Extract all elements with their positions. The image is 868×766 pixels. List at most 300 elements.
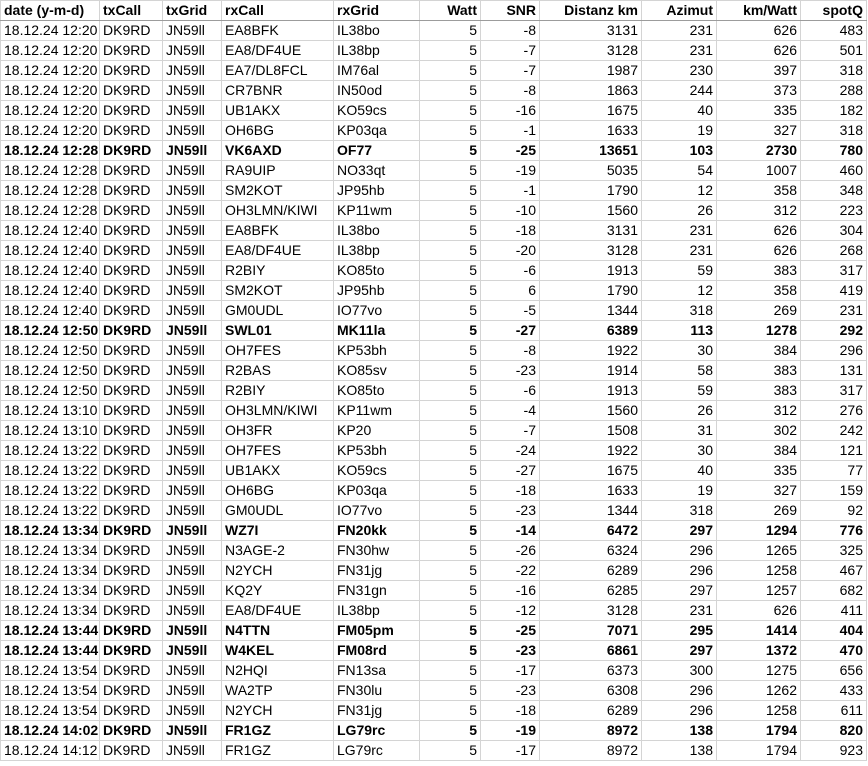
cell-txcall[interactable]: DK9RD xyxy=(100,61,163,81)
cell-watt[interactable]: 5 xyxy=(420,41,481,61)
cell-txcall[interactable]: DK9RD xyxy=(100,481,163,501)
cell-spotq[interactable]: 780 xyxy=(801,141,867,161)
cell-km-per-watt[interactable]: 312 xyxy=(717,201,801,221)
header-rxcall[interactable]: rxCall xyxy=(222,1,334,21)
cell-rxgrid[interactable]: FN30lu xyxy=(334,681,420,701)
cell-rxgrid[interactable]: KP11wm xyxy=(334,201,420,221)
cell-txgrid[interactable]: JN59ll xyxy=(163,421,222,441)
cell-azimuth[interactable]: 230 xyxy=(642,61,717,81)
cell-rxgrid[interactable]: IL38bp xyxy=(334,601,420,621)
cell-spotq[interactable]: 288 xyxy=(801,81,867,101)
cell-distance[interactable]: 7071 xyxy=(540,621,642,641)
cell-txgrid[interactable]: JN59ll xyxy=(163,381,222,401)
cell-watt[interactable]: 5 xyxy=(420,201,481,221)
cell-spotq[interactable]: 318 xyxy=(801,121,867,141)
cell-rxgrid[interactable]: FN31jg xyxy=(334,561,420,581)
cell-distance[interactable]: 8972 xyxy=(540,741,642,761)
cell-rxcall[interactable]: EA8/DF4UE xyxy=(222,601,334,621)
cell-watt[interactable]: 5 xyxy=(420,481,481,501)
cell-azimuth[interactable]: 54 xyxy=(642,161,717,181)
cell-txgrid[interactable]: JN59ll xyxy=(163,601,222,621)
cell-txgrid[interactable]: JN59ll xyxy=(163,81,222,101)
cell-txgrid[interactable]: JN59ll xyxy=(163,321,222,341)
cell-spotq[interactable]: 682 xyxy=(801,581,867,601)
cell-txgrid[interactable]: JN59ll xyxy=(163,681,222,701)
cell-distance[interactable]: 8972 xyxy=(540,721,642,741)
cell-rxgrid[interactable]: IM76al xyxy=(334,61,420,81)
cell-km-per-watt[interactable]: 626 xyxy=(717,601,801,621)
cell-spotq[interactable]: 92 xyxy=(801,501,867,521)
cell-km-per-watt[interactable]: 312 xyxy=(717,401,801,421)
cell-azimuth[interactable]: 231 xyxy=(642,21,717,41)
cell-txgrid[interactable]: JN59ll xyxy=(163,261,222,281)
cell-rxgrid[interactable]: KP03qa xyxy=(334,481,420,501)
cell-txcall[interactable]: DK9RD xyxy=(100,501,163,521)
cell-snr[interactable]: -24 xyxy=(481,441,540,461)
cell-txcall[interactable]: DK9RD xyxy=(100,221,163,241)
cell-km-per-watt[interactable]: 327 xyxy=(717,481,801,501)
cell-azimuth[interactable]: 295 xyxy=(642,621,717,641)
cell-km-per-watt[interactable]: 626 xyxy=(717,41,801,61)
cell-spotq[interactable]: 268 xyxy=(801,241,867,261)
cell-distance[interactable]: 13651 xyxy=(540,141,642,161)
header-rxgrid[interactable]: rxGrid xyxy=(334,1,420,21)
cell-date[interactable]: 18.12.24 12:40 xyxy=(1,241,100,261)
cell-txgrid[interactable]: JN59ll xyxy=(163,401,222,421)
cell-txcall[interactable]: DK9RD xyxy=(100,401,163,421)
cell-km-per-watt[interactable]: 1265 xyxy=(717,541,801,561)
cell-txgrid[interactable]: JN59ll xyxy=(163,101,222,121)
cell-snr[interactable]: -19 xyxy=(481,161,540,181)
cell-rxcall[interactable]: RA9UIP xyxy=(222,161,334,181)
cell-km-per-watt[interactable]: 358 xyxy=(717,281,801,301)
cell-watt[interactable]: 5 xyxy=(420,461,481,481)
cell-distance[interactable]: 6472 xyxy=(540,521,642,541)
cell-snr[interactable]: -19 xyxy=(481,721,540,741)
cell-txgrid[interactable]: JN59ll xyxy=(163,161,222,181)
cell-km-per-watt[interactable]: 269 xyxy=(717,501,801,521)
cell-txgrid[interactable]: JN59ll xyxy=(163,461,222,481)
cell-azimuth[interactable]: 138 xyxy=(642,741,717,761)
cell-rxcall[interactable]: SWL01 xyxy=(222,321,334,341)
cell-azimuth[interactable]: 231 xyxy=(642,221,717,241)
cell-km-per-watt[interactable]: 335 xyxy=(717,461,801,481)
cell-rxgrid[interactable]: KO85to xyxy=(334,381,420,401)
cell-txgrid[interactable]: JN59ll xyxy=(163,661,222,681)
cell-spotq[interactable]: 460 xyxy=(801,161,867,181)
cell-txgrid[interactable]: JN59ll xyxy=(163,441,222,461)
cell-watt[interactable]: 5 xyxy=(420,161,481,181)
cell-rxcall[interactable]: UB1AKX xyxy=(222,461,334,481)
cell-rxgrid[interactable]: IN50od xyxy=(334,81,420,101)
cell-snr[interactable]: -1 xyxy=(481,181,540,201)
cell-distance[interactable]: 5035 xyxy=(540,161,642,181)
cell-txcall[interactable]: DK9RD xyxy=(100,321,163,341)
cell-watt[interactable]: 5 xyxy=(420,101,481,121)
cell-rxgrid[interactable]: KO59cs xyxy=(334,101,420,121)
cell-txcall[interactable]: DK9RD xyxy=(100,121,163,141)
cell-km-per-watt[interactable]: 1258 xyxy=(717,701,801,721)
cell-rxcall[interactable]: WZ7I xyxy=(222,521,334,541)
cell-azimuth[interactable]: 40 xyxy=(642,101,717,121)
cell-azimuth[interactable]: 30 xyxy=(642,341,717,361)
cell-snr[interactable]: -25 xyxy=(481,141,540,161)
cell-snr[interactable]: -16 xyxy=(481,581,540,601)
cell-txcall[interactable]: DK9RD xyxy=(100,561,163,581)
cell-distance[interactable]: 1863 xyxy=(540,81,642,101)
cell-spotq[interactable]: 223 xyxy=(801,201,867,221)
cell-date[interactable]: 18.12.24 12:28 xyxy=(1,181,100,201)
cell-txcall[interactable]: DK9RD xyxy=(100,541,163,561)
cell-watt[interactable]: 5 xyxy=(420,741,481,761)
cell-azimuth[interactable]: 244 xyxy=(642,81,717,101)
cell-date[interactable]: 18.12.24 13:34 xyxy=(1,541,100,561)
cell-date[interactable]: 18.12.24 13:44 xyxy=(1,621,100,641)
cell-rxcall[interactable]: R2BIY xyxy=(222,261,334,281)
cell-txcall[interactable]: DK9RD xyxy=(100,361,163,381)
cell-distance[interactable]: 1560 xyxy=(540,201,642,221)
cell-distance[interactable]: 3131 xyxy=(540,221,642,241)
cell-azimuth[interactable]: 12 xyxy=(642,281,717,301)
cell-km-per-watt[interactable]: 358 xyxy=(717,181,801,201)
cell-distance[interactable]: 6324 xyxy=(540,541,642,561)
cell-distance[interactable]: 6289 xyxy=(540,701,642,721)
cell-txcall[interactable]: DK9RD xyxy=(100,701,163,721)
cell-rxcall[interactable]: EA8BFK xyxy=(222,221,334,241)
cell-distance[interactable]: 6285 xyxy=(540,581,642,601)
cell-azimuth[interactable]: 103 xyxy=(642,141,717,161)
cell-azimuth[interactable]: 12 xyxy=(642,181,717,201)
cell-watt[interactable]: 5 xyxy=(420,501,481,521)
cell-date[interactable]: 18.12.24 12:28 xyxy=(1,141,100,161)
cell-date[interactable]: 18.12.24 13:54 xyxy=(1,661,100,681)
cell-txcall[interactable]: DK9RD xyxy=(100,161,163,181)
cell-rxcall[interactable]: UB1AKX xyxy=(222,101,334,121)
cell-date[interactable]: 18.12.24 12:50 xyxy=(1,361,100,381)
cell-date[interactable]: 18.12.24 12:20 xyxy=(1,101,100,121)
cell-rxgrid[interactable]: JP95hb xyxy=(334,281,420,301)
cell-snr[interactable]: -6 xyxy=(481,261,540,281)
cell-watt[interactable]: 5 xyxy=(420,441,481,461)
cell-distance[interactable]: 1922 xyxy=(540,341,642,361)
cell-txgrid[interactable]: JN59ll xyxy=(163,341,222,361)
cell-rxcall[interactable]: OH3LMN/KIWI xyxy=(222,201,334,221)
cell-date[interactable]: 18.12.24 13:34 xyxy=(1,561,100,581)
cell-rxgrid[interactable]: FM05pm xyxy=(334,621,420,641)
cell-distance[interactable]: 1633 xyxy=(540,121,642,141)
cell-azimuth[interactable]: 297 xyxy=(642,641,717,661)
cell-watt[interactable]: 5 xyxy=(420,341,481,361)
cell-azimuth[interactable]: 19 xyxy=(642,481,717,501)
cell-snr[interactable]: -5 xyxy=(481,301,540,321)
cell-txcall[interactable]: DK9RD xyxy=(100,641,163,661)
cell-rxcall[interactable]: OH7FES xyxy=(222,441,334,461)
cell-azimuth[interactable]: 59 xyxy=(642,261,717,281)
cell-azimuth[interactable]: 296 xyxy=(642,561,717,581)
cell-km-per-watt[interactable]: 397 xyxy=(717,61,801,81)
header-txgrid[interactable]: txGrid xyxy=(163,1,222,21)
cell-km-per-watt[interactable]: 626 xyxy=(717,241,801,261)
cell-date[interactable]: 18.12.24 12:20 xyxy=(1,81,100,101)
cell-spotq[interactable]: 131 xyxy=(801,361,867,381)
cell-distance[interactable]: 6289 xyxy=(540,561,642,581)
cell-spotq[interactable]: 419 xyxy=(801,281,867,301)
cell-rxcall[interactable]: OH7FES xyxy=(222,341,334,361)
cell-watt[interactable]: 5 xyxy=(420,661,481,681)
cell-rxgrid[interactable]: IL38bo xyxy=(334,21,420,41)
cell-snr[interactable]: -26 xyxy=(481,541,540,561)
cell-watt[interactable]: 5 xyxy=(420,521,481,541)
header-azimuth[interactable]: Azimut xyxy=(642,1,717,21)
cell-snr[interactable]: -7 xyxy=(481,421,540,441)
cell-rxcall[interactable]: EA8BFK xyxy=(222,21,334,41)
cell-spotq[interactable]: 470 xyxy=(801,641,867,661)
cell-date[interactable]: 18.12.24 13:34 xyxy=(1,521,100,541)
cell-snr[interactable]: -8 xyxy=(481,21,540,41)
cell-date[interactable]: 18.12.24 12:20 xyxy=(1,21,100,41)
cell-rxgrid[interactable]: IL38bo xyxy=(334,221,420,241)
cell-snr[interactable]: -17 xyxy=(481,741,540,761)
cell-distance[interactable]: 3128 xyxy=(540,601,642,621)
cell-date[interactable]: 18.12.24 12:40 xyxy=(1,301,100,321)
cell-txgrid[interactable]: JN59ll xyxy=(163,521,222,541)
cell-watt[interactable]: 5 xyxy=(420,301,481,321)
cell-distance[interactable]: 1675 xyxy=(540,101,642,121)
cell-date[interactable]: 18.12.24 14:12 xyxy=(1,741,100,761)
cell-rxgrid[interactable]: FN20kk xyxy=(334,521,420,541)
cell-distance[interactable]: 1675 xyxy=(540,461,642,481)
cell-km-per-watt[interactable]: 384 xyxy=(717,341,801,361)
cell-distance[interactable]: 6389 xyxy=(540,321,642,341)
cell-spotq[interactable]: 348 xyxy=(801,181,867,201)
cell-snr[interactable]: -22 xyxy=(481,561,540,581)
cell-txgrid[interactable]: JN59ll xyxy=(163,141,222,161)
cell-txcall[interactable]: DK9RD xyxy=(100,101,163,121)
cell-km-per-watt[interactable]: 1257 xyxy=(717,581,801,601)
cell-txcall[interactable]: DK9RD xyxy=(100,661,163,681)
cell-txcall[interactable]: DK9RD xyxy=(100,621,163,641)
cell-snr[interactable]: -1 xyxy=(481,121,540,141)
cell-watt[interactable]: 5 xyxy=(420,81,481,101)
cell-txcall[interactable]: DK9RD xyxy=(100,681,163,701)
cell-km-per-watt[interactable]: 1275 xyxy=(717,661,801,681)
cell-date[interactable]: 18.12.24 12:50 xyxy=(1,321,100,341)
header-km-per-watt[interactable]: km/Watt xyxy=(717,1,801,21)
cell-snr[interactable]: -6 xyxy=(481,381,540,401)
cell-txgrid[interactable]: JN59ll xyxy=(163,581,222,601)
cell-rxcall[interactable]: N2YCH xyxy=(222,701,334,721)
cell-km-per-watt[interactable]: 1262 xyxy=(717,681,801,701)
cell-distance[interactable]: 1922 xyxy=(540,441,642,461)
cell-km-per-watt[interactable]: 1278 xyxy=(717,321,801,341)
cell-distance[interactable]: 1508 xyxy=(540,421,642,441)
cell-spotq[interactable]: 501 xyxy=(801,41,867,61)
cell-snr[interactable]: -18 xyxy=(481,701,540,721)
cell-txcall[interactable]: DK9RD xyxy=(100,441,163,461)
cell-txcall[interactable]: DK9RD xyxy=(100,581,163,601)
cell-rxgrid[interactable]: IO77vo xyxy=(334,501,420,521)
cell-date[interactable]: 18.12.24 13:22 xyxy=(1,441,100,461)
cell-txgrid[interactable]: JN59ll xyxy=(163,541,222,561)
cell-rxgrid[interactable]: IO77vo xyxy=(334,301,420,321)
cell-txgrid[interactable]: JN59ll xyxy=(163,21,222,41)
cell-km-per-watt[interactable]: 1794 xyxy=(717,741,801,761)
cell-txcall[interactable]: DK9RD xyxy=(100,381,163,401)
cell-watt[interactable]: 5 xyxy=(420,721,481,741)
cell-km-per-watt[interactable]: 302 xyxy=(717,421,801,441)
cell-txcall[interactable]: DK9RD xyxy=(100,181,163,201)
cell-txgrid[interactable]: JN59ll xyxy=(163,721,222,741)
cell-date[interactable]: 18.12.24 12:50 xyxy=(1,381,100,401)
cell-date[interactable]: 18.12.24 12:40 xyxy=(1,281,100,301)
cell-km-per-watt[interactable]: 383 xyxy=(717,381,801,401)
cell-km-per-watt[interactable]: 1414 xyxy=(717,621,801,641)
cell-rxcall[interactable]: VK6AXD xyxy=(222,141,334,161)
cell-spotq[interactable]: 276 xyxy=(801,401,867,421)
cell-rxgrid[interactable]: KP53bh xyxy=(334,341,420,361)
cell-snr[interactable]: -8 xyxy=(481,341,540,361)
cell-watt[interactable]: 5 xyxy=(420,581,481,601)
cell-txgrid[interactable]: JN59ll xyxy=(163,501,222,521)
cell-km-per-watt[interactable]: 383 xyxy=(717,361,801,381)
cell-spotq[interactable]: 317 xyxy=(801,381,867,401)
cell-rxgrid[interactable]: FN31jg xyxy=(334,701,420,721)
cell-snr[interactable]: -16 xyxy=(481,101,540,121)
cell-rxgrid[interactable]: IL38bp xyxy=(334,41,420,61)
cell-watt[interactable]: 5 xyxy=(420,541,481,561)
cell-spotq[interactable]: 304 xyxy=(801,221,867,241)
cell-watt[interactable]: 5 xyxy=(420,261,481,281)
cell-txcall[interactable]: DK9RD xyxy=(100,201,163,221)
cell-azimuth[interactable]: 231 xyxy=(642,241,717,261)
cell-snr[interactable]: -17 xyxy=(481,661,540,681)
cell-km-per-watt[interactable]: 626 xyxy=(717,221,801,241)
cell-snr[interactable]: -23 xyxy=(481,641,540,661)
cell-date[interactable]: 18.12.24 12:28 xyxy=(1,161,100,181)
cell-azimuth[interactable]: 231 xyxy=(642,41,717,61)
cell-watt[interactable]: 5 xyxy=(420,281,481,301)
cell-date[interactable]: 18.12.24 13:10 xyxy=(1,401,100,421)
cell-txgrid[interactable]: JN59ll xyxy=(163,621,222,641)
cell-km-per-watt[interactable]: 1258 xyxy=(717,561,801,581)
cell-watt[interactable]: 5 xyxy=(420,181,481,201)
cell-snr[interactable]: -25 xyxy=(481,621,540,641)
cell-azimuth[interactable]: 318 xyxy=(642,501,717,521)
cell-snr[interactable]: -18 xyxy=(481,221,540,241)
cell-txcall[interactable]: DK9RD xyxy=(100,141,163,161)
cell-azimuth[interactable]: 59 xyxy=(642,381,717,401)
cell-watt[interactable]: 5 xyxy=(420,321,481,341)
cell-txcall[interactable]: DK9RD xyxy=(100,721,163,741)
cell-txcall[interactable]: DK9RD xyxy=(100,81,163,101)
cell-rxgrid[interactable]: NO33qt xyxy=(334,161,420,181)
cell-azimuth[interactable]: 318 xyxy=(642,301,717,321)
cell-km-per-watt[interactable]: 626 xyxy=(717,21,801,41)
cell-txgrid[interactable]: JN59ll xyxy=(163,701,222,721)
cell-spotq[interactable]: 292 xyxy=(801,321,867,341)
cell-rxcall[interactable]: OH6BG xyxy=(222,121,334,141)
cell-rxcall[interactable]: EA7/DL8FCL xyxy=(222,61,334,81)
cell-rxcall[interactable]: W4KEL xyxy=(222,641,334,661)
cell-azimuth[interactable]: 296 xyxy=(642,541,717,561)
cell-watt[interactable]: 5 xyxy=(420,641,481,661)
cell-spotq[interactable]: 296 xyxy=(801,341,867,361)
cell-distance[interactable]: 1790 xyxy=(540,181,642,201)
cell-rxcall[interactable]: N2HQI xyxy=(222,661,334,681)
cell-txgrid[interactable]: JN59ll xyxy=(163,201,222,221)
cell-rxgrid[interactable]: KP20 xyxy=(334,421,420,441)
cell-azimuth[interactable]: 300 xyxy=(642,661,717,681)
cell-azimuth[interactable]: 40 xyxy=(642,461,717,481)
cell-watt[interactable]: 5 xyxy=(420,681,481,701)
cell-distance[interactable]: 1987 xyxy=(540,61,642,81)
cell-distance[interactable]: 3131 xyxy=(540,21,642,41)
cell-azimuth[interactable]: 296 xyxy=(642,681,717,701)
cell-txgrid[interactable]: JN59ll xyxy=(163,641,222,661)
cell-txcall[interactable]: DK9RD xyxy=(100,341,163,361)
cell-watt[interactable]: 5 xyxy=(420,561,481,581)
cell-km-per-watt[interactable]: 1294 xyxy=(717,521,801,541)
cell-date[interactable]: 18.12.24 12:40 xyxy=(1,221,100,241)
cell-rxcall[interactable]: GM0UDL xyxy=(222,501,334,521)
cell-date[interactable]: 18.12.24 13:54 xyxy=(1,681,100,701)
cell-azimuth[interactable]: 31 xyxy=(642,421,717,441)
cell-date[interactable]: 18.12.24 13:34 xyxy=(1,601,100,621)
cell-distance[interactable]: 1913 xyxy=(540,381,642,401)
cell-rxcall[interactable]: SM2KOT xyxy=(222,281,334,301)
header-distance[interactable]: Distanz km xyxy=(540,1,642,21)
cell-distance[interactable]: 1344 xyxy=(540,501,642,521)
cell-watt[interactable]: 5 xyxy=(420,421,481,441)
cell-snr[interactable]: -23 xyxy=(481,361,540,381)
cell-spotq[interactable]: 776 xyxy=(801,521,867,541)
cell-rxgrid[interactable]: LG79rc xyxy=(334,721,420,741)
cell-watt[interactable]: 5 xyxy=(420,121,481,141)
cell-snr[interactable]: -7 xyxy=(481,61,540,81)
header-date[interactable]: date (y-m-d) xyxy=(1,1,100,21)
cell-distance[interactable]: 3128 xyxy=(540,41,642,61)
cell-txgrid[interactable]: JN59ll xyxy=(163,561,222,581)
cell-spotq[interactable]: 121 xyxy=(801,441,867,461)
cell-watt[interactable]: 5 xyxy=(420,361,481,381)
cell-date[interactable]: 18.12.24 13:54 xyxy=(1,701,100,721)
cell-rxcall[interactable]: WA2TP xyxy=(222,681,334,701)
cell-azimuth[interactable]: 19 xyxy=(642,121,717,141)
cell-azimuth[interactable]: 297 xyxy=(642,521,717,541)
cell-km-per-watt[interactable]: 1794 xyxy=(717,721,801,741)
cell-spotq[interactable]: 656 xyxy=(801,661,867,681)
cell-azimuth[interactable]: 26 xyxy=(642,201,717,221)
cell-date[interactable]: 18.12.24 13:34 xyxy=(1,581,100,601)
cell-date[interactable]: 18.12.24 12:20 xyxy=(1,121,100,141)
cell-rxgrid[interactable]: KP03qa xyxy=(334,121,420,141)
cell-rxgrid[interactable]: MK11la xyxy=(334,321,420,341)
cell-txgrid[interactable]: JN59ll xyxy=(163,241,222,261)
cell-km-per-watt[interactable]: 383 xyxy=(717,261,801,281)
cell-watt[interactable]: 5 xyxy=(420,701,481,721)
cell-rxcall[interactable]: CR7BNR xyxy=(222,81,334,101)
cell-date[interactable]: 18.12.24 13:10 xyxy=(1,421,100,441)
cell-rxcall[interactable]: EA8/DF4UE xyxy=(222,241,334,261)
cell-date[interactable]: 18.12.24 12:20 xyxy=(1,41,100,61)
cell-spotq[interactable]: 242 xyxy=(801,421,867,441)
cell-rxgrid[interactable]: FN13sa xyxy=(334,661,420,681)
cell-rxcall[interactable]: OH3LMN/KIWI xyxy=(222,401,334,421)
cell-rxcall[interactable]: GM0UDL xyxy=(222,301,334,321)
cell-spotq[interactable]: 411 xyxy=(801,601,867,621)
cell-rxcall[interactable]: OH3FR xyxy=(222,421,334,441)
cell-snr[interactable]: -18 xyxy=(481,481,540,501)
